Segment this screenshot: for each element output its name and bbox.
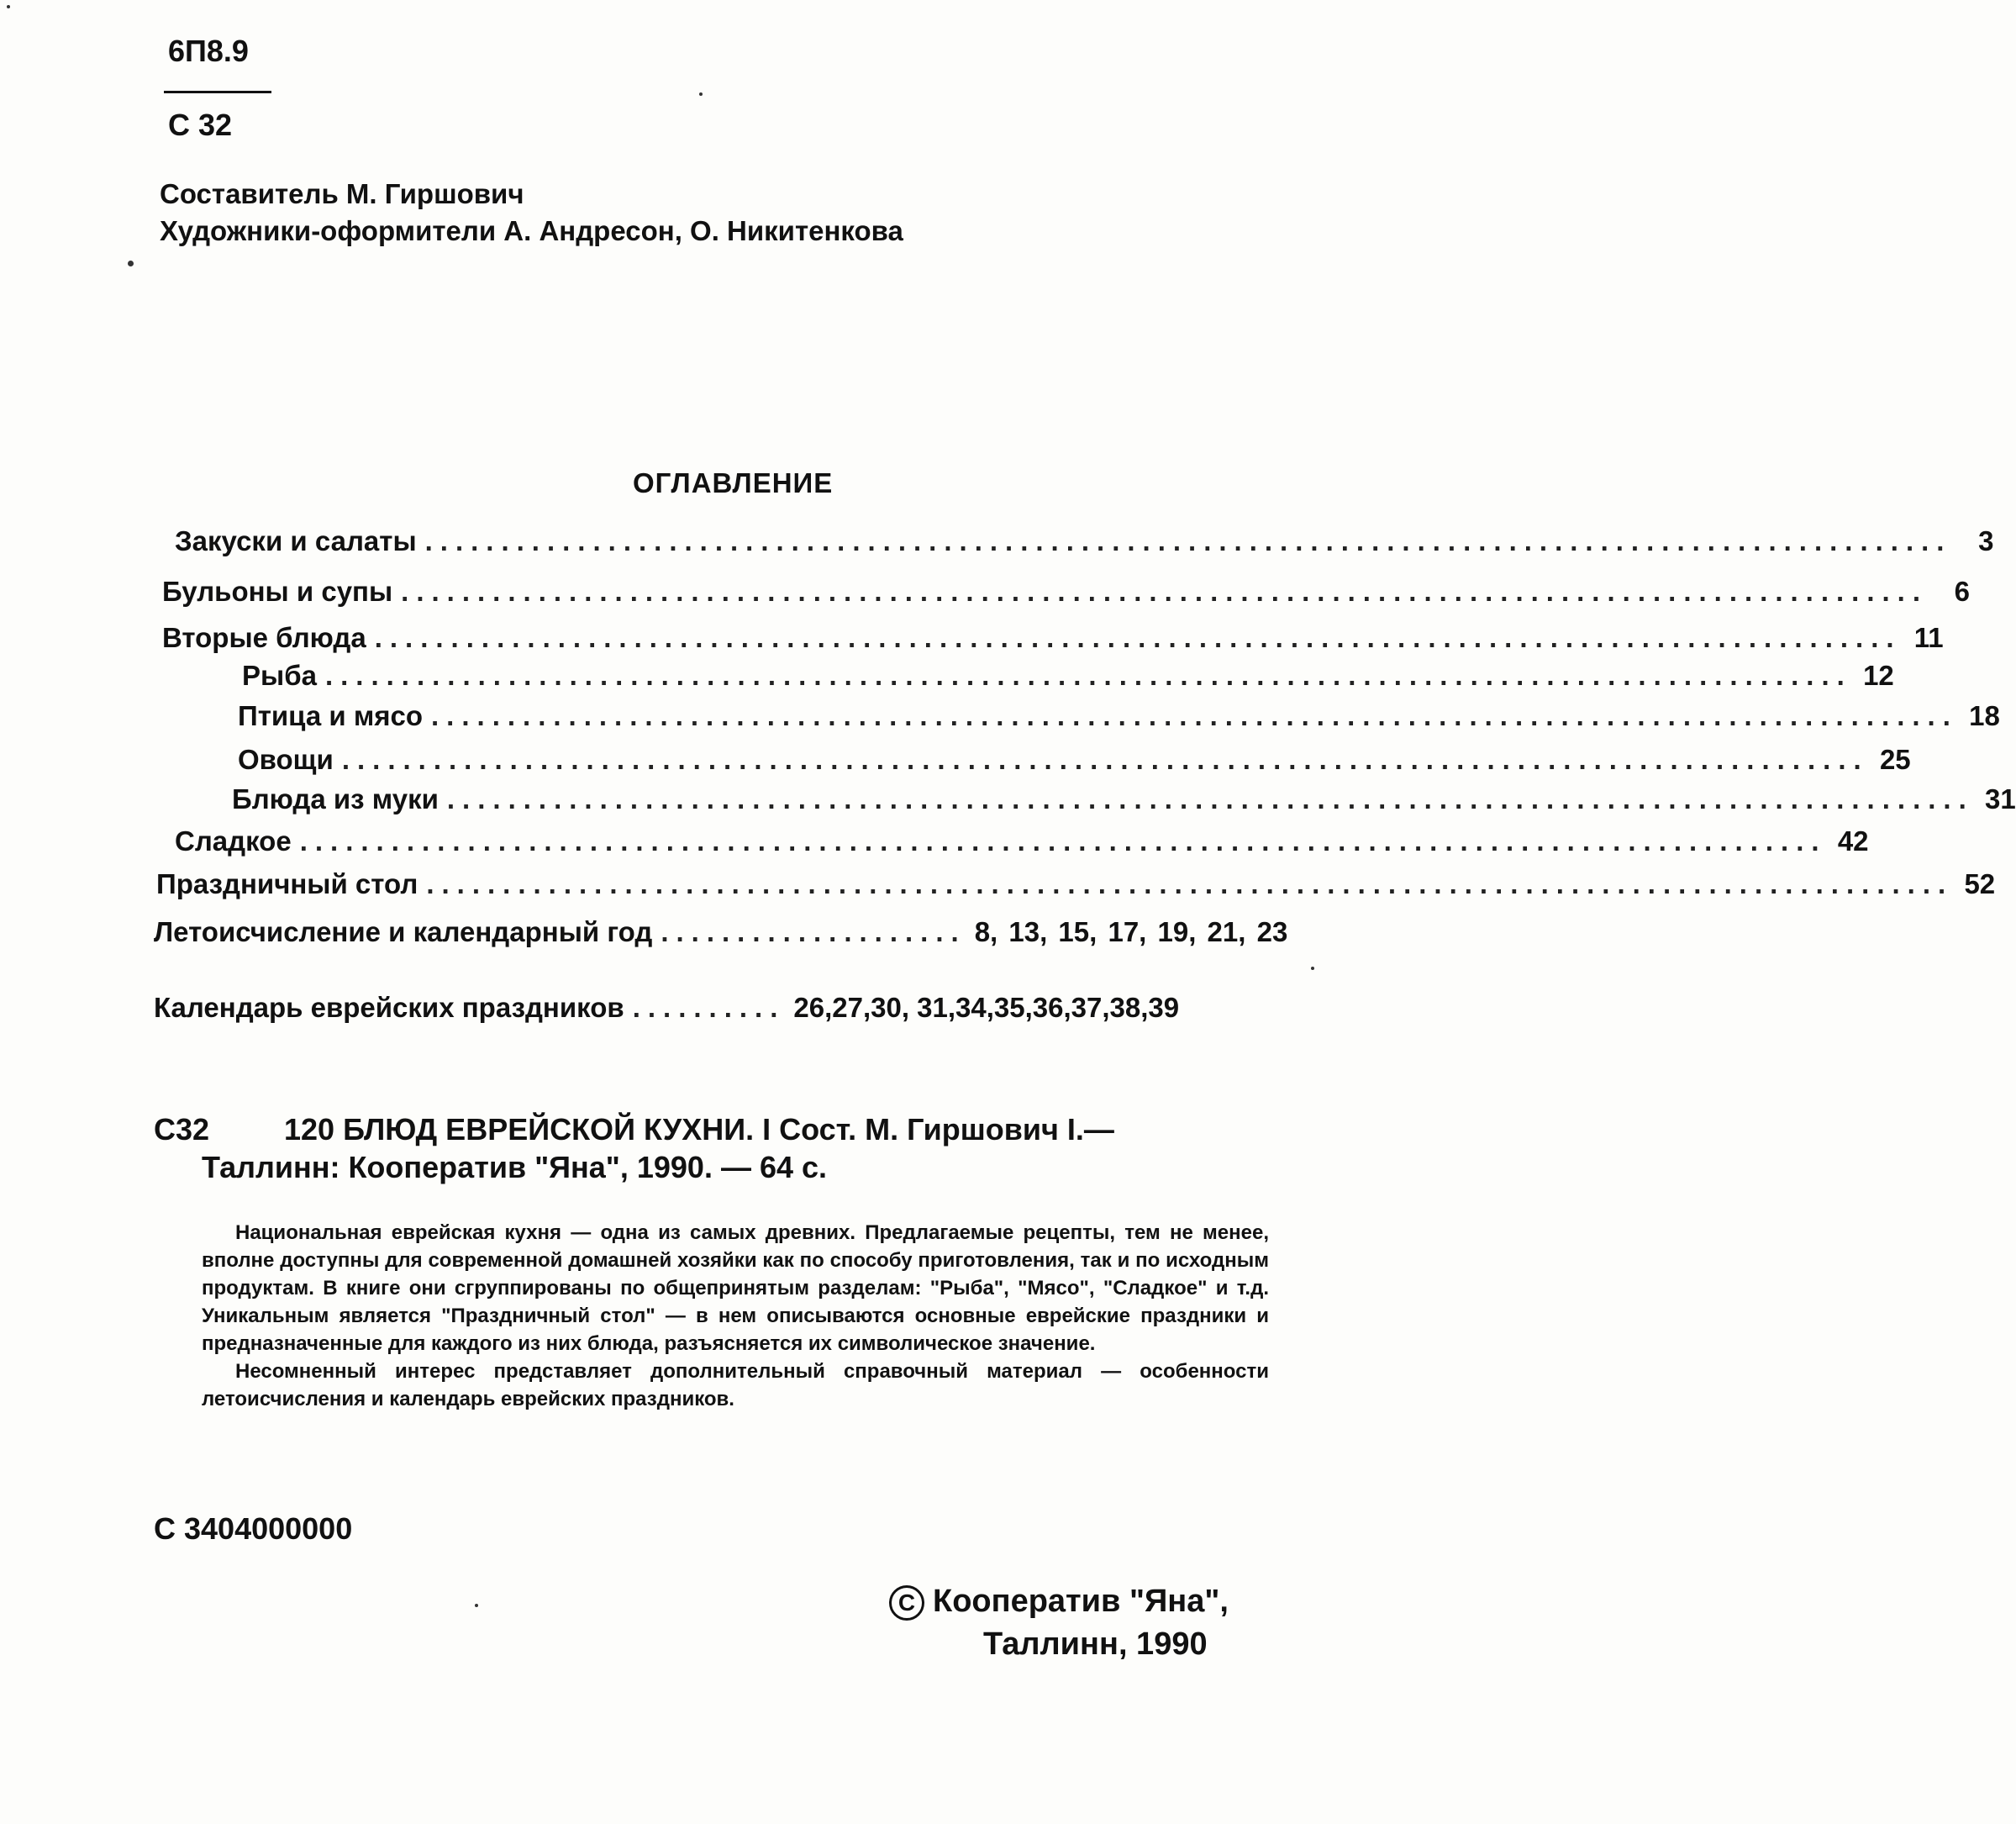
toc-entry-label: Летоисчисление и календарный год <box>154 916 653 947</box>
leader-dots: .................................................................................................... <box>446 783 1974 814</box>
leader-dots: .................................................................................................... <box>426 868 1954 899</box>
toc-entry <box>156 868 1996 905</box>
copyright-line <box>889 1584 1229 1621</box>
udc-code: 6П8.9 <box>168 34 249 68</box>
leader-dots: .................................................................................................... <box>374 622 1902 653</box>
annotation-paragraph: Несомненный интерес представляет дополнительный справочный материал — особенности летоисчисления и календарь еврейских праздников. <box>202 1360 1269 1410</box>
toc-entry <box>242 660 1894 697</box>
copyright-icon: C <box>889 1585 924 1621</box>
toc-entry-page: 18 <box>1969 700 2000 731</box>
toc-entry <box>162 576 1971 613</box>
toc-entry <box>238 744 1911 781</box>
toc-entry <box>232 783 2016 820</box>
copyright-publisher: Кооператив "Яна", <box>933 1584 1229 1619</box>
leader-dots: .................... <box>661 916 966 947</box>
toc-entry-page: 8, 13, 15, 17, 19, 21, 23 <box>974 916 1288 947</box>
leader-dots: .................................................................................................... <box>299 825 1827 857</box>
toc-entry <box>238 700 2000 737</box>
annotation <box>202 1219 1269 1413</box>
toc-entry-page: 42 <box>1837 825 1869 857</box>
toc-entry-page: 31 <box>1985 783 2016 814</box>
biblio-code: С32 <box>154 1112 210 1147</box>
toc-entry-label: Вторые блюда <box>162 622 366 653</box>
scan-speck <box>699 92 703 96</box>
leader-dots: .................................................................................................... <box>324 660 1852 691</box>
biblio-imprint: Таллинн: Кооператив "Яна", 1990. — 64 с. <box>202 1150 828 1184</box>
toc-entry-label: Рыба <box>242 660 317 691</box>
toc-entry-page: 52 <box>1964 868 1996 899</box>
toc-entry-page: 25 <box>1879 744 1911 775</box>
toc-entry-label: Овощи <box>238 744 334 775</box>
toc-heading: ОГЛАВЛЕНИЕ <box>633 467 834 498</box>
toc-entry <box>154 992 1288 1029</box>
toc-entry-page: 12 <box>1863 660 1894 691</box>
toc-entry-label: Бульоны и супы <box>162 576 393 607</box>
scan-speck <box>7 5 10 8</box>
toc-entry-page: 11 <box>1913 622 1944 653</box>
scan-speck <box>128 261 134 266</box>
toc-entry <box>154 916 1288 953</box>
leader-dots: .................................................................................................... <box>341 744 1869 775</box>
toc-entry-label: Сладкое <box>175 825 292 857</box>
leader-dots: .......... <box>632 992 786 1023</box>
annotation-paragraph: Национальная еврейская кухня — одна из самых древних. Предлагаемые рецепты, тем не менее, вполне доступны для современной домашней хозяйки как по способу приготовления, так и по исходным продуктам. В книге они сгруппированы по общепринятым разделам: "Рыба", "Мясо", "Сладкое" и т.д. Уникальным является "Праздничный стол" — в нем описываются основные еврейские праздники и предназначенные для каждого из них блюда, разъясняется их символическое значение. <box>202 1221 1269 1355</box>
toc-entry-label: Закуски и салаты <box>175 525 417 556</box>
leader-dots: .................................................................................................... <box>431 700 1958 731</box>
toc-entry-page: 6 <box>1954 576 1971 607</box>
toc-entry <box>162 622 1944 659</box>
author-mark: С 32 <box>168 108 233 142</box>
toc-entry-page: 26,27,30, 31,34,35,36,37,38,39 <box>793 992 1180 1023</box>
compiler-credit: Составитель М. Гиршович <box>160 178 524 209</box>
scan-speck <box>1311 967 1314 970</box>
udc-divider <box>164 91 271 93</box>
toc-entry-label: Птица и мясо <box>238 700 424 731</box>
biblio-title: 120 БЛЮД ЕВРЕЙСКОЙ КУХНИ. I Сост. М. Гиршович I.— <box>284 1112 1114 1147</box>
designers-credit: Художники-оформители А. Андресон, О. Никитенкова <box>160 215 903 246</box>
toc-entry <box>175 525 1994 562</box>
catalog-number: С 3404000000 <box>154 1511 353 1546</box>
toc-entry-page: 3 <box>1978 525 1994 556</box>
leader-dots: .................................................................................................... <box>424 525 1952 556</box>
scan-speck <box>475 1604 478 1607</box>
toc-entry <box>175 825 1869 862</box>
toc-entry-label: Праздничный стол <box>156 868 418 899</box>
leader-dots: .................................................................................................... <box>401 576 1929 607</box>
toc-entry-label: Блюда из муки <box>232 783 439 814</box>
toc-entry-label: Календарь еврейских праздников <box>154 992 624 1023</box>
copyright-city-year: Таллинн, 1990 <box>983 1626 1208 1662</box>
